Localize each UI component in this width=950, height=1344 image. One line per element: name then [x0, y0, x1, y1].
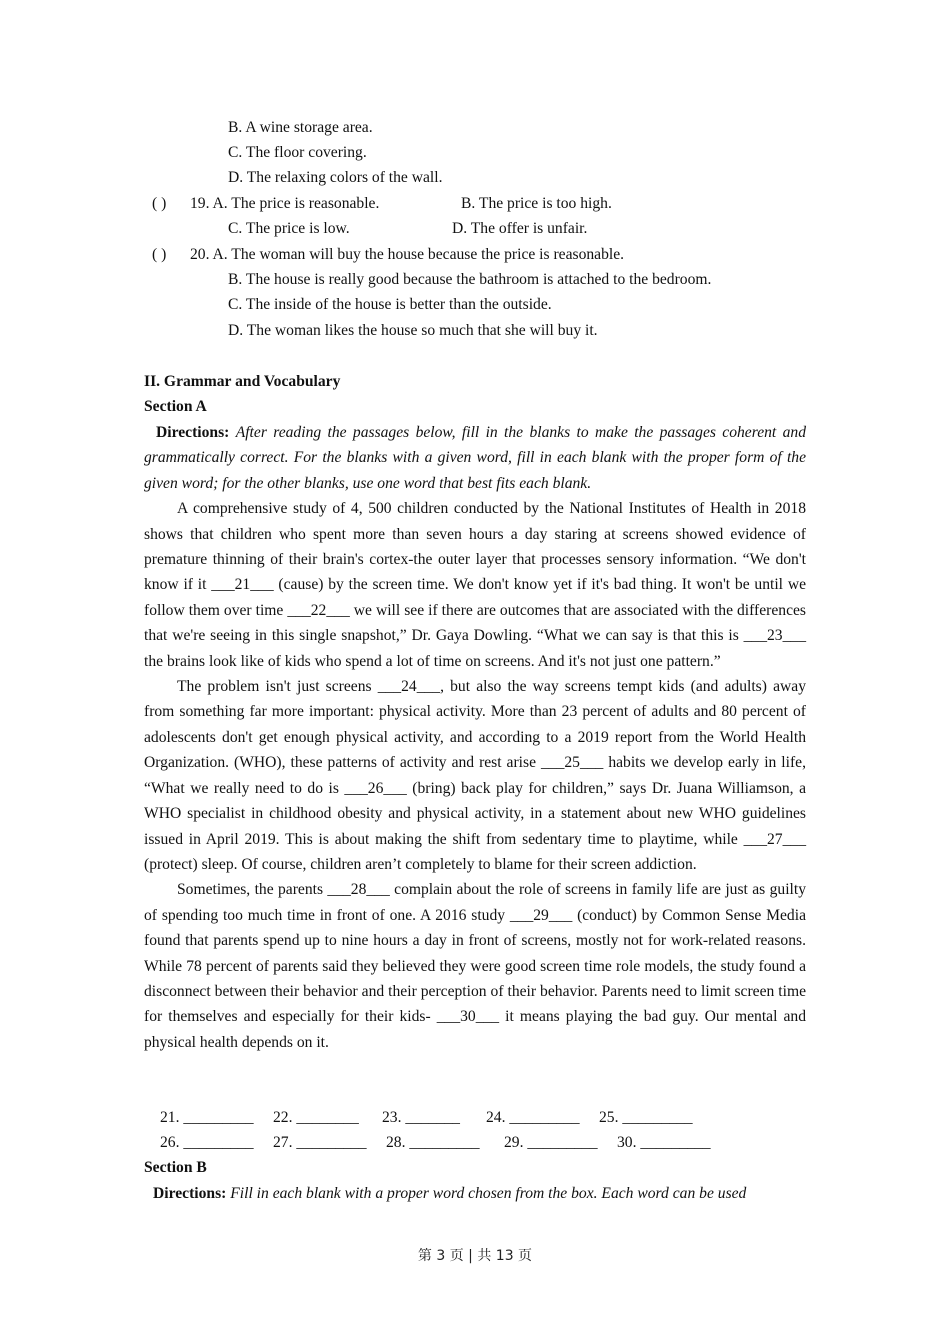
q18-option-b: B. A wine storage area. — [228, 119, 373, 136]
q20-option-a: 20. A. The woman will buy the house because the price is reasonable. — [190, 246, 625, 263]
section-heading: II. Grammar and Vocabulary — [144, 373, 341, 390]
answer-blank-25[interactable]: 25. _________ — [599, 1109, 693, 1126]
q18-option-d: D. The relaxing colors of the wall. — [228, 169, 443, 186]
q19-option-c: C. The price is low. — [228, 220, 350, 237]
section-a-heading: Section A — [144, 398, 207, 415]
q19-answer-paren: ( ) — [152, 195, 167, 212]
answer-blank-22[interactable]: 22. ________ — [273, 1109, 359, 1126]
answer-blank-26[interactable]: 26. _________ — [160, 1134, 254, 1151]
answer-blanks-row-2 — [160, 1133, 711, 1153]
answer-blank-28[interactable]: 28. _________ — [386, 1134, 480, 1151]
page-footer: 第 3 页 | 共 13 页 — [417, 1248, 533, 1264]
q20-answer-paren: ( ) — [152, 246, 167, 263]
q20-option-b: B. The house is really good because the bathroom is attached to the bedroom. — [228, 271, 712, 288]
passage-block — [144, 420, 806, 1055]
answer-blank-24[interactable]: 24. _________ — [486, 1109, 580, 1126]
passage-paragraph-3: Sometimes, the parents ___28___ complain about the role of screens in family life are just as guilty of spending too much time in front of one. A 2016 study ___29___ (conduct) by Common Sense Media found that parents spend up to nine hours a day in front of screens, mostly not for work-related reasons. While 78 percent of parents said they believed they were good screen time role models, the study found a disconnect between their behavior and their perception of their behavior. Parents need to limit screen time for themselves and especially for their kids- ___30___ it means playing the bad guy. Our mental and physical health depends on it. — [144, 881, 806, 1051]
section-b-heading: Section B — [144, 1159, 207, 1176]
answer-blank-29[interactable]: 29. _________ — [504, 1134, 598, 1151]
q19-option-b: B. The price is too high. — [461, 195, 612, 212]
q19-option-a: 19. A. The price is reasonable. — [190, 195, 380, 212]
directions-a — [144, 420, 806, 496]
directions-label: Directions: — [156, 424, 230, 441]
q20-option-c: C. The inside of the house is better than the outside. — [228, 296, 552, 313]
answer-blank-21[interactable]: 21. _________ — [160, 1109, 254, 1126]
directions-b-text: Fill in each blank with a proper word chosen from the box. Each word can be used — [230, 1185, 747, 1202]
q19-option-d: D. The offer is unfair. — [452, 220, 588, 237]
answer-blanks-row-1 — [160, 1108, 693, 1128]
q18-option-c: C. The floor covering. — [228, 144, 367, 161]
answer-blank-23[interactable]: 23. _______ — [382, 1109, 460, 1126]
directions-b — [153, 1184, 746, 1204]
answer-blank-27[interactable]: 27. _________ — [273, 1134, 367, 1151]
passage-paragraph-2: The problem isn't just screens ___24___, but also the way screens tempt kids (and adults) away from something far more important: physical activity. More than 23 percent of adults and 80 percent of adolescents don't get enough physical activity, and according to a 2019 report from the World Health Organization. (WHO), these patterns of activity and rest arise ___25___ habits we develop early in life, “What we really need to do is ___26___ (bring) back play for children,” says Dr. Juana Williamson, a WHO specialist in childhood obesity and physical activity, in a statement about new WHO guidelines issued in April 2019. This is about making the shift from sedentary time to playtime, while ___27___ (protect) sleep. Of course, children aren’t completely to blame for their screen addiction. — [144, 678, 806, 873]
passage-paragraph-1: A comprehensive study of 4, 500 children conducted by the National Institutes of Health in 2018 shows that children who spent more than seven hours a day staring at screens showed evidence of premature thinning of their brain's cortex-the outer layer that processes sensory information. “We don't know if it ___21___ (cause) by the screen time. We don't know yet if it's bad thing. It won't be until we follow them over time ___22___ we will see if there are outcomes that are associated with the differences that we're seeing in this single snapshot,” Dr. Gaya Dowling. “What we can say is that this is ___23___ the brains look like of kids who spend a lot of time on screens. And it's not just one pattern.” — [144, 500, 806, 670]
directions-b-label: Directions: — [153, 1185, 227, 1202]
q20-option-d: D. The woman likes the house so much that she will buy it. — [228, 322, 598, 339]
answer-blank-30[interactable]: 30. _________ — [617, 1134, 711, 1151]
directions-text: After reading the passages below, fill in the blanks to make the passages coherent and grammatically correct. For the blanks with a given word, fill in each blank with the proper form of the given word; for the other blanks, use one word that best fits each blank. — [144, 424, 807, 492]
